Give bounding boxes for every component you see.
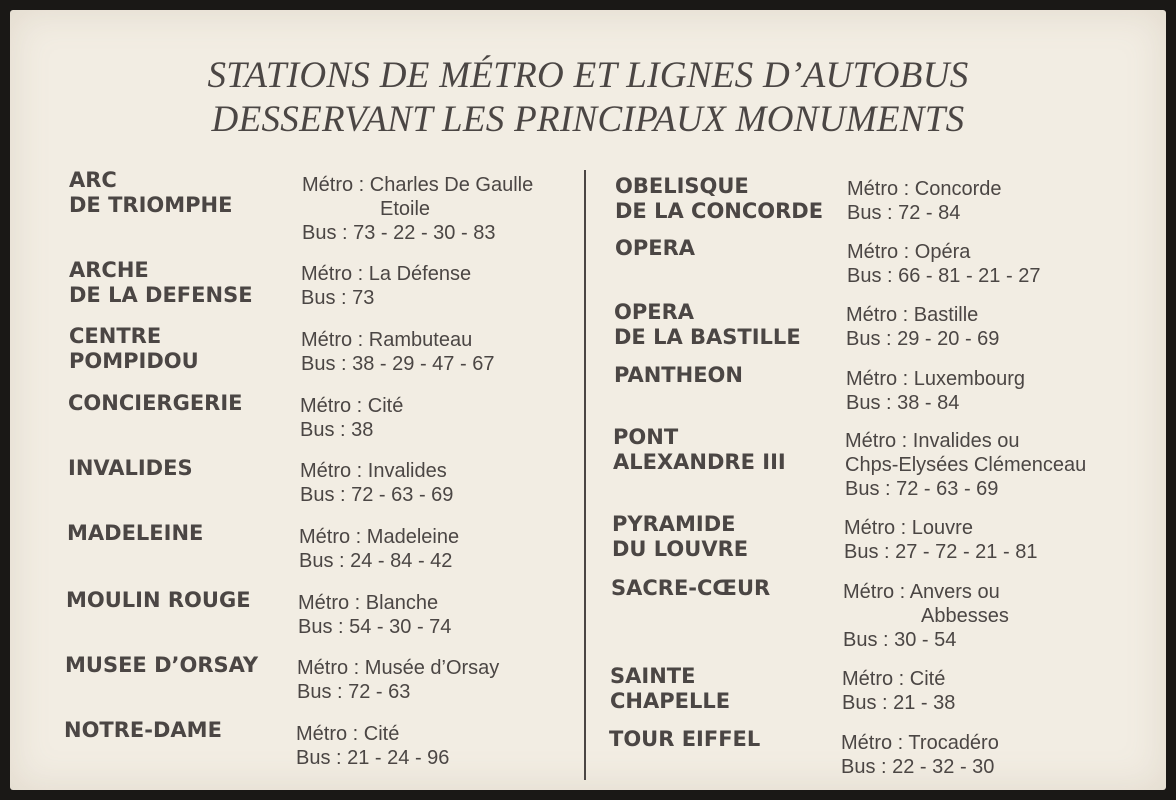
monument-obelisque-de-la-concorde: OBELISQUE DE LA CONCORDE (615, 174, 824, 223)
monument-centre-pompidou: CENTRE POMPIDOU (69, 324, 199, 373)
transit-notre-dame: Métro : Cité Bus : 21 - 24 - 96 (296, 723, 450, 769)
transit-madeleine: Métro : Madeleine Bus : 24 - 84 - 42 (299, 526, 460, 572)
transit-tour-eiffel: Métro : Trocadéro Bus : 22 - 32 - 30 (841, 732, 999, 778)
transit-sainte-chapelle: Métro : Cité Bus : 21 - 38 (842, 668, 956, 714)
monument-conciergerie: CONCIERGERIE (68, 391, 243, 415)
monument-tour-eiffel: TOUR EIFFEL (609, 727, 761, 751)
monument-musee-d-orsay: MUSEE D’ORSAY (65, 653, 259, 677)
title-line-1: STATIONS DE MÉTRO ET LIGNES D’AUTOBUS (207, 55, 969, 96)
monument-arc-de-triomphe: ARC DE TRIOMPHE (69, 168, 233, 217)
guide-card (10, 10, 1166, 790)
monument-opera: OPERA (615, 236, 696, 260)
monument-invalides: INVALIDES (68, 456, 193, 480)
transit-obelisque-de-la-concorde: Métro : Concorde Bus : 72 - 84 (847, 178, 1002, 224)
monument-pantheon: PANTHEON (614, 363, 743, 387)
monument-madeleine: MADELEINE (67, 521, 204, 545)
transit-arche-de-la-defense: Métro : La Défense Bus : 73 (301, 263, 472, 309)
monument-opera-de-la-bastille: OPERA DE LA BASTILLE (614, 300, 801, 349)
monument-moulin-rouge: MOULIN ROUGE (66, 588, 251, 612)
monument-arche-de-la-defense: ARCHE DE LA DEFENSE (69, 258, 253, 307)
monument-notre-dame: NOTRE-DAME (64, 718, 222, 742)
transit-pont-alexandre-iii: Métro : Invalides ou Chps-Elysées Clémenceau Bus : 72 - 63 - 69 (845, 430, 1087, 500)
title-line-2: DESSERVANT LES PRINCIPAUX MONUMENTS (211, 99, 965, 140)
transit-musee-d-orsay: Métro : Musée d’Orsay Bus : 72 - 63 (297, 657, 500, 703)
transit-sacre-coeur: Métro : Anvers ou Abbesses Bus : 30 - 54 (843, 581, 1009, 651)
transit-arc-de-triomphe: Métro : Charles De Gaulle Etoile Bus : 73 - 22 - 30 - 83 (302, 174, 534, 244)
column-divider (584, 170, 586, 780)
monument-sacre-coeur: SACRE-CŒUR (611, 576, 771, 600)
monument-pyramide-du-louvre: PYRAMIDE DU LOUVRE (612, 512, 749, 561)
transit-pantheon: Métro : Luxembourg Bus : 38 - 84 (846, 368, 1025, 414)
transit-centre-pompidou: Métro : Rambuteau Bus : 38 - 29 - 47 - 67 (301, 329, 495, 375)
transit-opera: Métro : Opéra Bus : 66 - 81 - 21 - 27 (847, 241, 1041, 287)
transit-invalides: Métro : Invalides Bus : 72 - 63 - 69 (300, 460, 454, 506)
transit-moulin-rouge: Métro : Blanche Bus : 54 - 30 - 74 (298, 592, 452, 638)
transit-conciergerie: Métro : Cité Bus : 38 (300, 395, 404, 441)
monument-pont-alexandre-iii: PONT ALEXANDRE III (613, 425, 786, 474)
monument-sainte-chapelle: SAINTE CHAPELLE (610, 664, 731, 713)
transit-opera-de-la-bastille: Métro : Bastille Bus : 29 - 20 - 69 (846, 304, 1000, 350)
transit-pyramide-du-louvre: Métro : Louvre Bus : 27 - 72 - 21 - 81 (844, 517, 1038, 563)
